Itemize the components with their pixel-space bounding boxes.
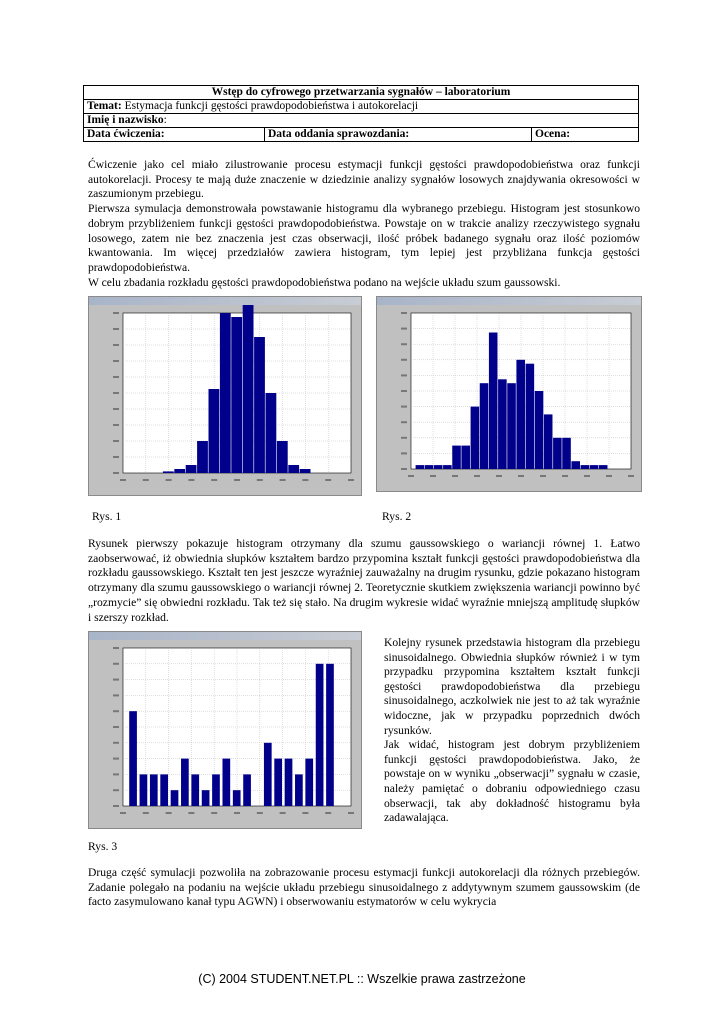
side-paragraph-2: Jak widać, histogram jest dobrym przybliżeniem funkcji gęstości prawdopodobieństwa. Jako, że powstaje on w wyniku „obserwacji” sygnału w czasie, należy pamiętać o dobraniu odpowiedniego czasu obserwacji, tak aby dokładność histogramu była zadawalająca. — [384, 738, 640, 825]
y-tick-label — [113, 344, 119, 346]
histogram-bar — [288, 465, 299, 473]
y-tick-label — [401, 452, 407, 454]
x-tick-label — [257, 812, 263, 814]
x-tick-label — [143, 812, 149, 814]
y-tick-label — [113, 726, 119, 728]
histogram-bar — [129, 711, 137, 806]
y-tick-label — [113, 773, 119, 775]
histogram-bar — [243, 774, 251, 806]
histogram-bar — [266, 393, 277, 473]
figure-1-window — [88, 296, 362, 496]
histogram-bar — [274, 759, 282, 806]
histogram-bar — [599, 465, 608, 469]
intro-paragraph-2: Pierwsza symulacja demonstrowała powstawanie histogramu dla wybranego przebiegu. Histogram jest stosunkowo dobrym przybliżeniem funkcji gęstości prawdopodobieństwa. Powstaje on w trakcie analizy rzeczywistego sygnału losowego, zatem nie bez znaczenia jest czas obserwacji, ilość próbek badanego sygnału oraz ilość poziomów kwantowania. Im więcej przedziałów zawiera histogram, tym lepiej jest przybliżana funkcja gęstości prawdopodobieństwa. — [88, 202, 640, 274]
x-tick-label — [606, 475, 612, 477]
x-tick-label — [166, 812, 172, 814]
side-paragraph-1: Kolejny rysunek przedstawia histogram dla przebiegu sinusoidalnego. Obwiednia słupków również i w tym przypadku przypomina kształtem kształt funkcji gęstości prawdopodobieństwa dla przebiegu sinusoidalnego, aczkolwiek nie jest to aż tak wyraźnie widoczne, jak w przypadku poprzednich dwóch rysunków. — [384, 636, 640, 737]
histogram-bar — [285, 759, 293, 806]
x-tick-label — [234, 812, 240, 814]
histogram-bar — [264, 743, 272, 806]
y-tick-label — [401, 312, 407, 314]
y-tick-label — [401, 406, 407, 408]
x-tick-label — [302, 479, 308, 481]
y-tick-label — [401, 468, 407, 470]
x-tick-label — [166, 479, 172, 481]
x-tick-label — [280, 479, 286, 481]
x-tick-label — [474, 475, 480, 477]
paragraph-autocorrelation-text: Druga część symulacji pozwoliła na zobrazowanie procesu estymacji funkcji autokorelacji dla różnych przebiegów. Zadanie polegało na podaniu na wejście układu przebiegu sinusoidalnego z addytywnym szumem gaussowskim (de facto zasymulowano kanał typu AGWN) i obserwowaniu estymatorów w celu wykrycia — [88, 866, 640, 909]
histogram-bar — [181, 759, 189, 806]
x-tick-label — [280, 812, 286, 814]
return-date-cell: Data oddania sprawozdania: — [265, 128, 532, 142]
y-tick-label — [113, 694, 119, 696]
name-label: Imię i nazwisko — [87, 114, 164, 126]
histogram-bar — [316, 664, 324, 806]
x-tick-label — [188, 479, 194, 481]
histogram-bar — [452, 446, 461, 469]
y-tick-label — [401, 343, 407, 345]
histogram-bar — [471, 407, 480, 469]
caption-rys-2: Rys. 2 — [382, 510, 412, 523]
paragraph-discussion-text: Rysunek pierwszy pokazuje histogram otrzymany dla szumu gaussowskiego o wariancji równej 1. Łatwo zaobserwować, iż obwiednia słupków kształtem bardzo przypomina kształt funkcji gęstości prawdopodobieństwa dla rozkładu gaussowskiego. Kształt ten jest jeszcze wyraźniej zauważalny na drugim rysunku, gdzie pokazano histogram otrzymany dla szumu gaussowskiego o wariancji równej 2. Teoretycznie skutkiem zwiększenia wariancji powinno być „rozmycie” się obwiedni rozkładu. Tak też się stało. Na drugim wykresie widać wyraźnie mniejszą amplitudę słupków i szerszy rozkład. — [88, 537, 640, 624]
histogram-bar — [150, 774, 158, 806]
y-tick-label — [113, 424, 119, 426]
histogram-bar — [480, 383, 489, 469]
x-tick-label — [348, 479, 354, 481]
x-tick-label — [540, 475, 546, 477]
x-tick-label — [143, 479, 149, 481]
histogram-bar — [498, 379, 507, 469]
x-tick-label — [234, 479, 240, 481]
histogram-bar — [243, 305, 254, 473]
grade-cell: Ocena: — [532, 128, 639, 142]
intro-section — [88, 158, 640, 290]
histogram-bar — [526, 364, 535, 469]
histogram-bar — [507, 383, 516, 469]
histogram-bar — [174, 469, 185, 473]
y-tick-label — [113, 742, 119, 744]
histogram-bar — [197, 441, 208, 473]
figure-3-window — [88, 631, 362, 829]
topic-label: Temat: — [87, 100, 122, 112]
x-tick-label — [496, 475, 502, 477]
topic-value: Estymacja funkcji gęstości prawdopodobieństwa i autokorelacji — [121, 100, 419, 112]
histogram-bar — [581, 465, 590, 469]
y-tick-label — [113, 360, 119, 362]
x-tick-label — [408, 475, 414, 477]
y-tick-label — [113, 663, 119, 665]
histogram-bar — [231, 317, 242, 473]
histogram-bar — [571, 461, 580, 469]
figure-3-histogram — [89, 632, 361, 828]
paragraph-discussion — [88, 537, 640, 625]
y-tick-label — [113, 408, 119, 410]
histogram-bar — [295, 774, 303, 806]
y-tick-label — [401, 359, 407, 361]
histogram-bar — [305, 759, 313, 806]
x-tick-label — [211, 812, 217, 814]
histogram-bar — [186, 465, 197, 473]
histogram-bar — [163, 471, 174, 473]
y-tick-label — [113, 805, 119, 807]
footer-copyright: (C) 2004 STUDENT.NET.PL :: Wszelkie prawa zastrzeżone — [198, 972, 526, 986]
x-tick-label — [348, 812, 354, 814]
histogram-bar — [326, 664, 334, 806]
x-tick-label — [302, 812, 308, 814]
intro-paragraph-3: W celu zbadania rozkładu gęstości prawdopodobieństwa podano na wejście układu szum gaussowski. — [88, 275, 561, 289]
y-tick-label — [113, 392, 119, 394]
caption-rys-1: Rys. 1 — [92, 510, 122, 523]
x-tick-label — [628, 475, 634, 477]
y-tick-label — [401, 421, 407, 423]
histogram-bar — [544, 414, 553, 469]
histogram-bar — [171, 790, 179, 806]
histogram-bar — [535, 391, 544, 469]
y-tick-label — [113, 789, 119, 791]
y-tick-label — [113, 456, 119, 458]
x-tick-label — [452, 475, 458, 477]
histogram-bar — [553, 438, 562, 469]
histogram-bar — [254, 337, 265, 473]
y-tick-label — [113, 647, 119, 649]
histogram-bar — [220, 313, 231, 473]
figure-1-histogram — [89, 297, 361, 495]
histogram-bar — [202, 790, 210, 806]
y-tick-label — [113, 440, 119, 442]
x-tick-label — [325, 479, 331, 481]
side-text — [384, 636, 640, 826]
paragraph-autocorrelation — [88, 866, 640, 910]
name-row: Imię i nazwisko: — [84, 114, 639, 128]
y-tick-label — [113, 376, 119, 378]
x-tick-label — [562, 475, 568, 477]
histogram-bar — [443, 465, 452, 469]
x-tick-label — [120, 812, 126, 814]
x-tick-label — [584, 475, 590, 477]
y-tick-label — [113, 472, 119, 474]
x-tick-label — [430, 475, 436, 477]
y-tick-label — [113, 758, 119, 760]
x-tick-label — [325, 812, 331, 814]
y-tick-label — [113, 328, 119, 330]
histogram-bar — [140, 774, 148, 806]
caption-rys-3: Rys. 3 — [88, 840, 118, 853]
histogram-bar — [209, 389, 220, 473]
histogram-bar — [300, 469, 311, 473]
y-tick-label — [401, 437, 407, 439]
histogram-bar — [212, 774, 220, 806]
y-tick-label — [113, 679, 119, 681]
histogram-bar — [191, 774, 199, 806]
histogram-bar — [277, 441, 288, 473]
histogram-bar — [425, 465, 434, 469]
histogram-bar — [562, 438, 571, 469]
histogram-bar — [160, 774, 168, 806]
y-tick-label — [113, 312, 119, 314]
doc-title: Wstęp do cyfrowego przetwarzania sygnałów – laboratorium — [84, 86, 639, 100]
histogram-bar — [590, 465, 599, 469]
y-tick-label — [401, 374, 407, 376]
x-tick-label — [188, 812, 194, 814]
figure-2-window — [376, 296, 642, 492]
x-tick-label — [211, 479, 217, 481]
histogram-bar — [434, 465, 443, 469]
y-tick-label — [401, 390, 407, 392]
topic-row — [84, 100, 639, 114]
x-tick-label — [518, 475, 524, 477]
histogram-bar — [416, 465, 425, 469]
x-tick-label — [257, 479, 263, 481]
histogram-bar — [489, 333, 498, 470]
date-cell: Data ćwiczenia: — [84, 128, 265, 142]
histogram-bar — [516, 360, 525, 469]
histogram-bar — [222, 759, 230, 806]
header-table — [83, 85, 639, 142]
y-tick-label — [113, 710, 119, 712]
histogram-bar — [461, 446, 470, 469]
x-tick-label — [120, 479, 126, 481]
histogram-bar — [233, 790, 241, 806]
figure-2-histogram — [377, 297, 641, 491]
intro-paragraph-1: Ćwiczenie jako cel miało zilustrowanie procesu estymacji funkcji gęstości prawdopodobieństwa oraz funkcji autokorelacji. Procesy te mają duże znaczenie w dziedzinie analizy sygnałów losowych znajdywania okresowości w zaszumionym przebiegu. — [88, 158, 640, 201]
y-tick-label — [401, 328, 407, 330]
